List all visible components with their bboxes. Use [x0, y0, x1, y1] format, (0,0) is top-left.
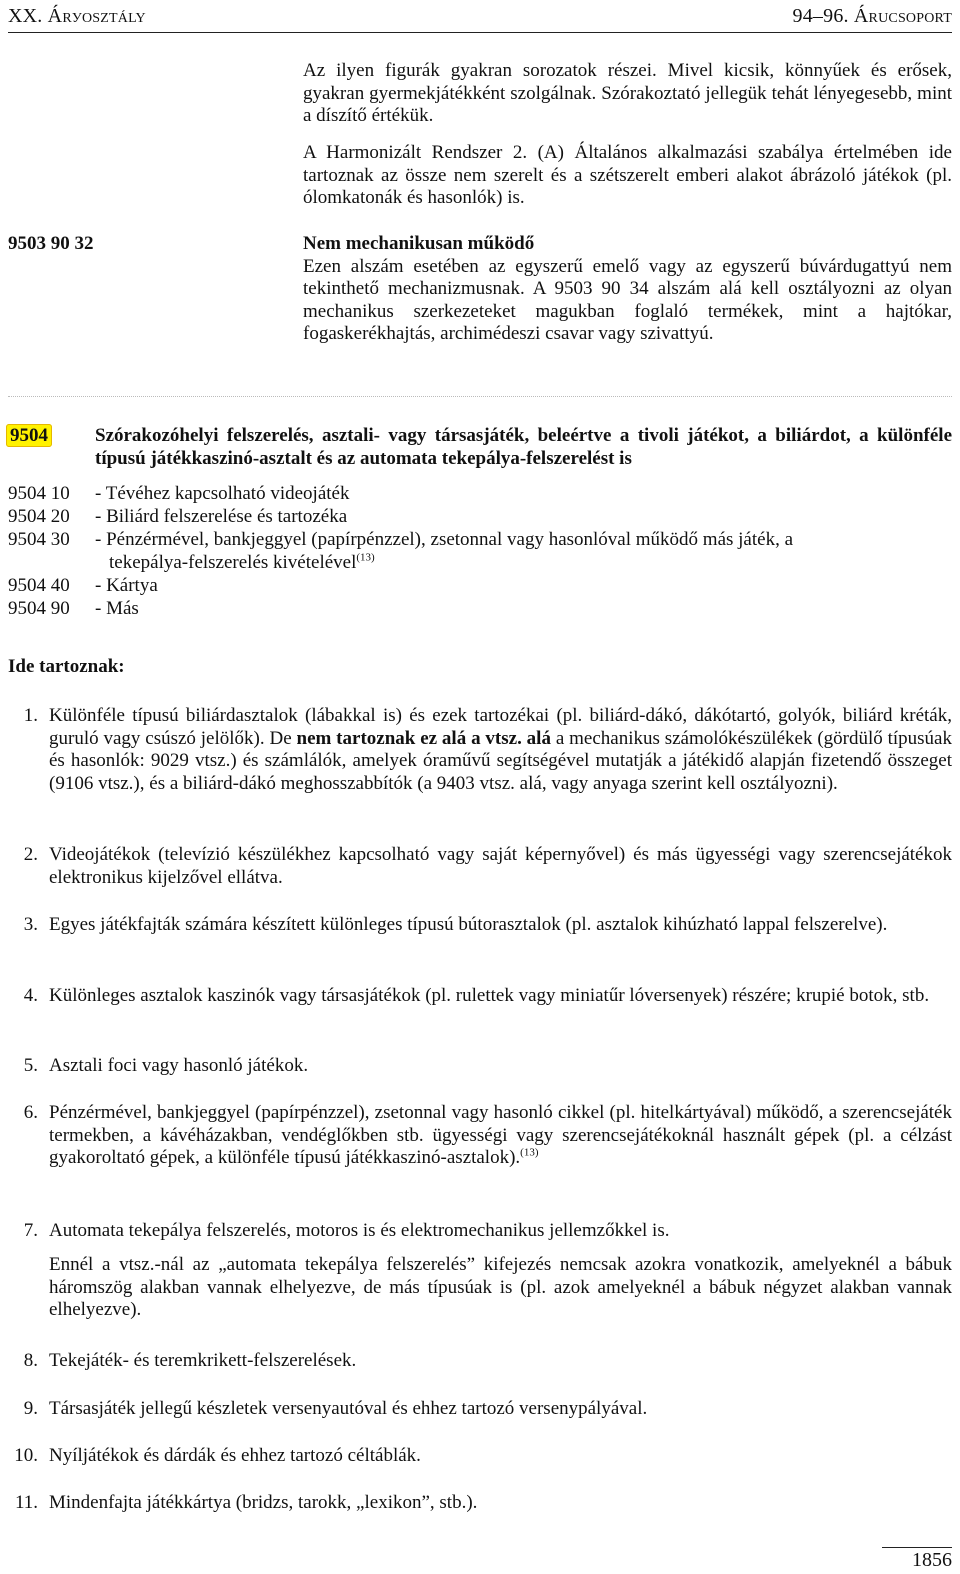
note-number: 6. — [23, 1102, 38, 1123]
note-item — [8, 985, 952, 1008]
subitem-row — [8, 506, 952, 529]
section-divider — [8, 396, 952, 397]
header-heading-range: 94–96. Árucsoport — [792, 5, 952, 27]
note-number: 8. — [23, 1350, 38, 1371]
note-text: Egyes játékfajták számára készített különleges típusú bútorasztalok (pl. asztalok kihúzható lappal felszerelve). — [49, 914, 888, 935]
header-chapter: XX. Árуosztály — [8, 5, 146, 27]
subitem-row — [8, 529, 952, 575]
header-rule — [8, 32, 952, 33]
note-number: 3. — [23, 914, 38, 935]
heading-code: 9504 — [6, 424, 52, 447]
subheading-block — [303, 233, 952, 346]
note-item — [8, 844, 952, 889]
note-text: Nyíljátékok és dárdák és ehhez tartozó céltáblák. — [49, 1445, 421, 1466]
note-text: Különleges asztalok kaszinók vagy társasjátékok (pl. rulettek vagy miniatűr lóversenyek) részére; krupié botok, stb. — [49, 985, 930, 1006]
note-number: 10. — [14, 1445, 38, 1466]
note-text: Társasjáték jellegű készletek versenyautóval és ehhez tartozó versenypályával. — [49, 1398, 648, 1419]
note-number: 5. — [23, 1055, 38, 1076]
intro-paragraph-1: Az ilyen figurák gyakran sorozatok részei. Mivel kicsik, könnyűek és erősek, gyakran gyermekjátékként szolgálnak. Szórakoztató jellegük tehát lényegesebb, mint a díszítő értékük. — [303, 60, 952, 126]
note-text: Mindenfajta játékkártya (bridzs, tarokk, „lexikon”, stb.). — [49, 1492, 478, 1513]
subitem-row — [8, 575, 952, 598]
includes-label: Ide tartoznak: — [8, 656, 125, 677]
note-text: Különféle típusú biliárdasztalok (lábakkal is) és ezek tartozékai (pl. biliárd-dákó, dákótartó, golyók, biliárd kréták, guruló vagy csúszó jelölők). De nem tartoznak ez alá a vtsz. alá a mechanikus számolókészülékek (gördülő típusúak és hasonlók: 9029 vtsz.) és számlálók, amelyek óraművű segítségével mutatják a játékidő alapján fizetendő összeget (9106 vtsz.), és a biliárd-dákó meghosszabbítók (a 9403 vtsz. alá, vagy anyaga szerint kell osztályozni). — [49, 705, 952, 794]
note-item — [8, 1445, 952, 1468]
subheading-code: 9503 90 32 — [8, 233, 94, 254]
note-item — [8, 705, 952, 795]
note-item — [8, 1102, 952, 1170]
note-text: Ennél a vtsz.-nál az „automata tekepálya felszerelés” kifejezés nemcsak azokra vonatkozik, amelyeknél a bábuk háromszög alakban vannak elhelyezve, de más típusúak is (pl. azok amelyeknél a bábuk négyzet alakban vannak elhelyezve). — [49, 1254, 952, 1320]
subitem-text: - Pénzérmével, bankjeggyel (papírpénzzel), zsetonnal vagy hasonlóval működő más játék, a tekepálya-felszerelés kivételével$^{(13)}$ — [95, 529, 793, 573]
note-item — [8, 1350, 952, 1373]
footnote-ref: (13) — [520, 1146, 539, 1159]
note-text: Automata tekepálya felszerelés, motoros is és elektromechanikus jellemzőkkel is. — [49, 1220, 670, 1241]
subitem-code: 9504 40 — [8, 575, 70, 596]
note-item-continued — [8, 1254, 952, 1322]
note-item — [8, 1492, 952, 1515]
note-number: 9. — [23, 1398, 38, 1419]
note-item — [8, 1398, 952, 1421]
heading-title: Szórakozóhelyi felszerelés, asztali- vagy társasjáték, beleértve a tivoli játékot, a biliárdot, a különféle típusú játékkaszinó-asztalt és az automata tekepálya-felszerelést is — [95, 425, 952, 469]
subitem-text: - Más — [95, 598, 139, 619]
subitem-text: - Kártya — [95, 575, 158, 596]
subheading-title: Nem mechanikusan működő — [303, 233, 535, 254]
subitem-code: 9504 10 — [8, 483, 70, 504]
note-text: Tekejáték- és teremkrikett-felszerelések. — [49, 1350, 357, 1371]
subitem-code: 9504 20 — [8, 506, 70, 527]
note-number: 1. — [23, 705, 38, 726]
subitem-code: 9504 90 — [8, 598, 70, 619]
subitem-text: - Biliárd felszerelése és tartozéka — [95, 506, 348, 527]
note-item — [8, 914, 952, 937]
note-item — [8, 1220, 952, 1243]
note-number: 2. — [23, 844, 38, 865]
subitem-code: 9504 30 — [8, 529, 70, 550]
subitem-row — [8, 598, 952, 621]
intro-paragraph-2: A Harmonizált Rendszer 2. (A) Általános alkalmazási szabálya értelmében ide tartoznak az össze nem szerelt és a szétszerelt emberi alakot ábrázoló játékok (pl. ólomkatonák és hasonlók) is. — [303, 142, 952, 208]
note-text: Asztali foci vagy hasonló játékok. — [49, 1055, 309, 1076]
note-number: 4. — [23, 985, 38, 1006]
subheading-text: Ezen alszám esetében az egyszerű emelő vagy az egyszerű búvárdugattyú nem tekinthető mechanizmusnak. A 9503 90 34 alszám alá kell osztályozni az olyan mechanikus szerkezeteket magukban foglaló termékek, mint a hajtókar, fogaskerékhajtás, archimédeszi csavar vagy szivattyú. — [303, 255, 952, 344]
subitem-text: - Tévéhez kapcsolható videojáték — [95, 483, 350, 504]
running-header — [8, 4, 952, 32]
note-text: Pénzérmével, bankjeggyel (papírpénzzel), zsetonnal vagy hasonló cikkel (pl. hitelkártyával) működő, a szerencsejáték termekben, a kávéházakban, vendéglőkben stb. ügyességi vagy szerencsejátékoknál használt gépek (pl. a célzást gyakoroltató gépek, a különféle típusú játékkaszinó-asztalok).$^{(13)}$ — [49, 1102, 952, 1168]
subitem-row — [8, 483, 952, 506]
footnote-ref: (13) — [356, 551, 375, 564]
note-text: Videojátékok (televízió készülékhez kapcsolható vagy saját képernyővel) és más ügyességi vagy szerencsejátékok elektronikus kijelzővel ellátva. — [49, 844, 952, 888]
page-number: 1856 — [912, 1549, 952, 1571]
note-item — [8, 1055, 952, 1078]
heading-code-wrap — [6, 425, 52, 448]
note-number: 7. — [23, 1220, 38, 1241]
footer-rule — [882, 1547, 952, 1548]
note-number: 11. — [14, 1492, 38, 1513]
